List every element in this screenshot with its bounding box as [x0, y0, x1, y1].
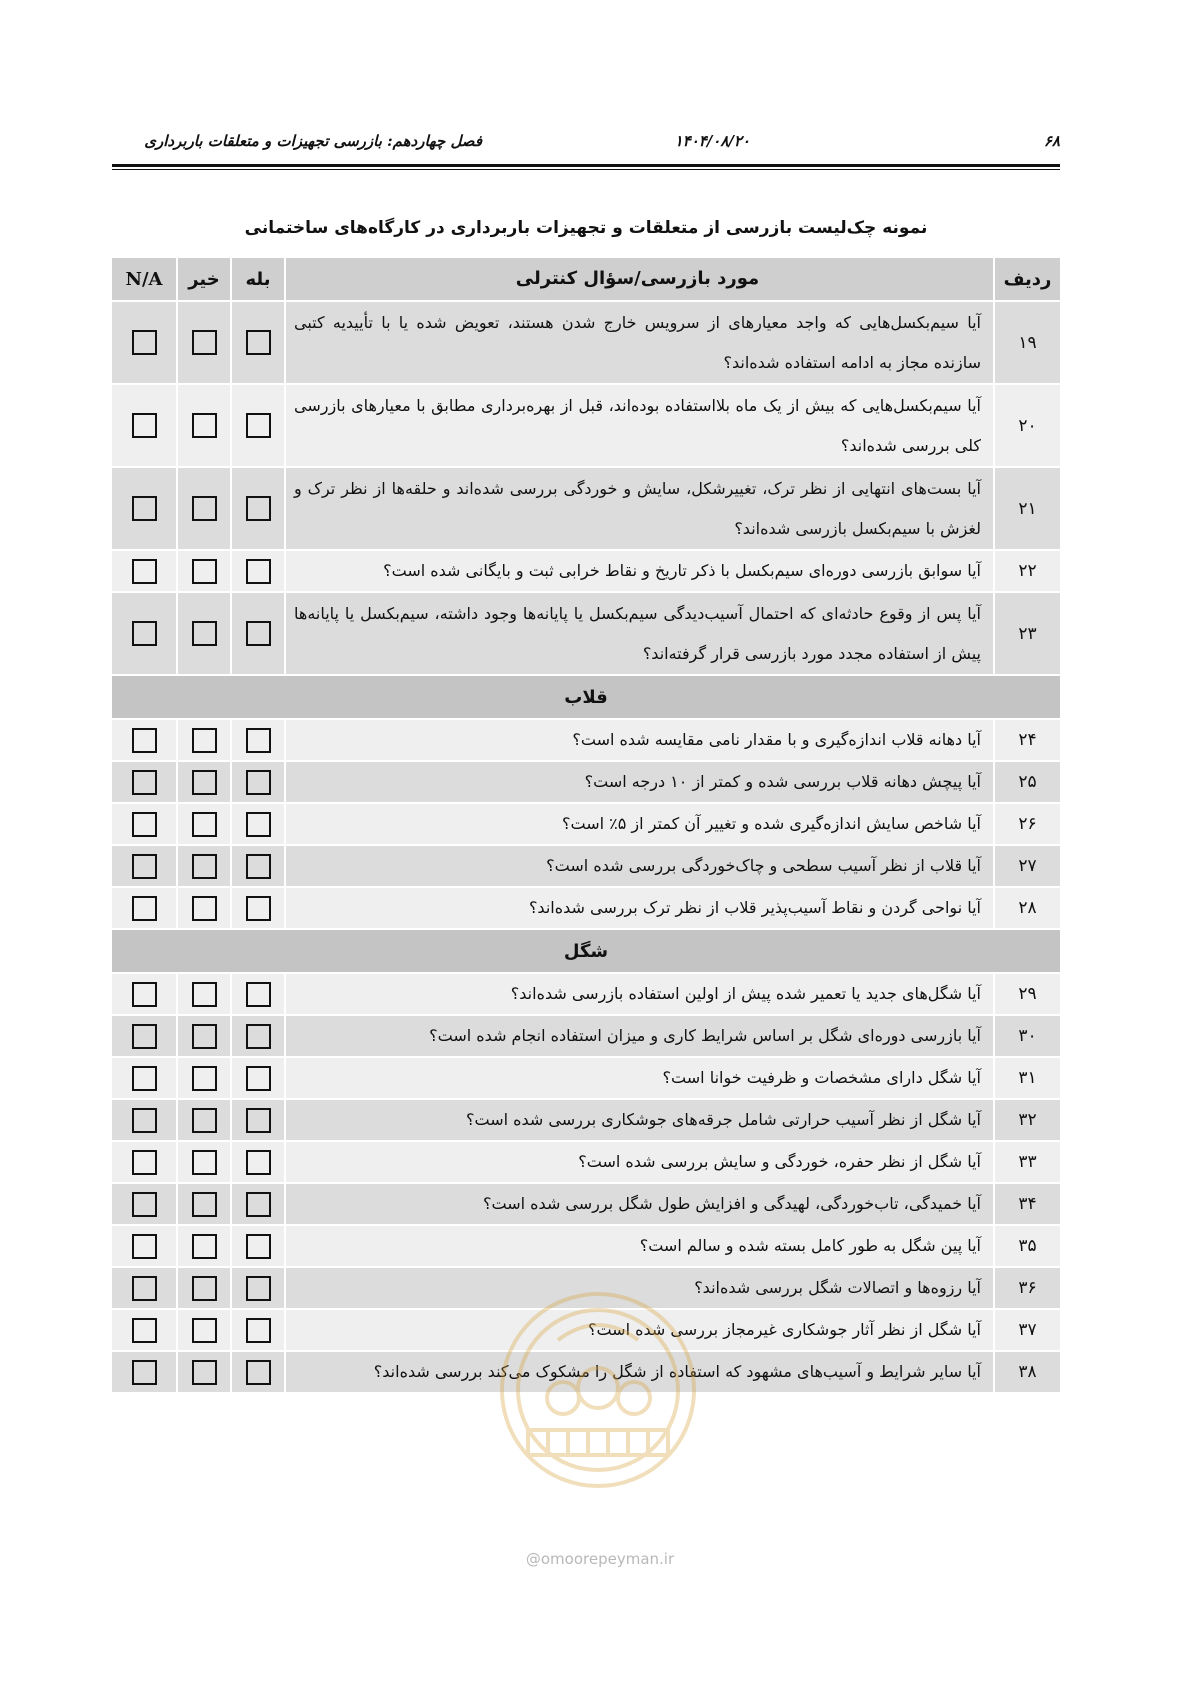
question-text: آیا بست‌های انتهایی از نظر ترک، تغییرشکل، سایش و خوردگی بررسی شده‌اند و حلقه‌ها از نظر ترک و لغزش با سیم‌بکسل بازرسی شده‌اند؟: [284, 468, 993, 549]
na-cell: [112, 302, 176, 383]
no-cell: [176, 468, 230, 549]
yes-checkbox[interactable]: [246, 854, 271, 879]
yes-checkbox[interactable]: [246, 496, 271, 521]
page-number: ۶۸: [1043, 132, 1060, 150]
yes-cell: [230, 720, 284, 760]
section-hook: قلاب: [112, 676, 1060, 720]
no-checkbox[interactable]: [192, 1276, 217, 1301]
yes-checkbox[interactable]: [246, 982, 271, 1007]
no-cell: [176, 1058, 230, 1098]
watermark-url: @omoorepeyman.ir: [525, 1550, 675, 1568]
no-checkbox[interactable]: [192, 896, 217, 921]
yes-cell: [230, 1226, 284, 1266]
yes-checkbox[interactable]: [246, 1360, 271, 1385]
no-cell: [176, 302, 230, 383]
yes-cell: [230, 302, 284, 383]
no-cell: [176, 888, 230, 928]
table-row: [112, 846, 1060, 888]
row-number: ۱۹: [993, 302, 1060, 383]
yes-cell: [230, 974, 284, 1014]
row-number: ۳۱: [993, 1058, 1060, 1098]
yes-checkbox[interactable]: [246, 1234, 271, 1259]
table-row: [112, 1100, 1060, 1142]
no-checkbox[interactable]: [192, 621, 217, 646]
table-row: [112, 762, 1060, 804]
no-cell: [176, 1352, 230, 1392]
no-checkbox[interactable]: [192, 1024, 217, 1049]
table-row: [112, 302, 1060, 385]
header-date: ۱۴۰۴/۰۸/۲۰: [674, 132, 750, 150]
row-number: ۳۸: [993, 1352, 1060, 1392]
yes-checkbox[interactable]: [246, 1276, 271, 1301]
header-row-number: ردیف: [993, 258, 1060, 300]
na-cell: [112, 1268, 176, 1308]
question-text: آیا شگل دارای مشخصات و ظرفیت خوانا است؟: [284, 1058, 993, 1098]
no-checkbox[interactable]: [192, 559, 217, 584]
row-number: ۲۹: [993, 974, 1060, 1014]
question-text: آیا شگل از نظر آسیب حرارتی شامل جرقه‌های جوشکاری بررسی شده است؟: [284, 1100, 993, 1140]
no-checkbox[interactable]: [192, 770, 217, 795]
na-checkbox[interactable]: [132, 413, 157, 438]
table-row: [112, 974, 1060, 1016]
yes-cell: [230, 1310, 284, 1350]
na-cell: [112, 974, 176, 1014]
na-cell: [112, 846, 176, 886]
header-rule-thin: [112, 169, 1060, 170]
na-cell: [112, 468, 176, 549]
no-cell: [176, 1268, 230, 1308]
table-row: [112, 1016, 1060, 1058]
no-checkbox[interactable]: [192, 1192, 217, 1217]
yes-cell: [230, 593, 284, 674]
table-title: نمونه چک‌لیست بازرسی از متعلقات و تجهیزات باربرداری در کارگاه‌های ساختمانی: [244, 218, 928, 238]
row-number: ۳۳: [993, 1142, 1060, 1182]
checklist-table: [112, 258, 1060, 1394]
na-cell: [112, 762, 176, 802]
question-text: آیا سیم‌بکسل‌هایی که واجد معیارهای از سرویس خارج شدن هستند، تعویض شده یا با تأییدیه کتبی سازنده مجاز به ادامه استفاده شده‌اند؟: [284, 302, 993, 383]
no-cell: [176, 762, 230, 802]
no-checkbox[interactable]: [192, 1108, 217, 1133]
no-checkbox[interactable]: [192, 812, 217, 837]
yes-cell: [230, 1142, 284, 1182]
na-checkbox[interactable]: [132, 1192, 157, 1217]
yes-checkbox[interactable]: [246, 1318, 271, 1343]
na-cell: [112, 593, 176, 674]
no-cell: [176, 1142, 230, 1182]
no-checkbox[interactable]: [192, 413, 217, 438]
table-row: [112, 1058, 1060, 1100]
no-cell: [176, 720, 230, 760]
table-row: [112, 1226, 1060, 1268]
no-checkbox[interactable]: [192, 1066, 217, 1091]
yes-cell: [230, 1100, 284, 1140]
header-na: N/A: [125, 268, 163, 290]
question-text: آیا سایر شرایط و آسیب‌های مشهود که استفاده از شگل را مشکوک می‌کند بررسی شده‌اند؟: [284, 1352, 993, 1392]
na-checkbox[interactable]: [132, 1276, 157, 1301]
no-checkbox[interactable]: [192, 1150, 217, 1175]
chapter-title: فصل چهاردهم: بازرسی تجهیزات و متعلقات باربرداری: [144, 132, 482, 150]
row-number: ۲۱: [993, 468, 1060, 549]
header-no: خیر: [176, 258, 230, 300]
na-cell: [112, 720, 176, 760]
row-number: ۲۲: [993, 551, 1060, 591]
row-number: ۲۴: [993, 720, 1060, 760]
na-cell: [112, 551, 176, 591]
page-header: [112, 128, 1060, 168]
na-checkbox[interactable]: [132, 728, 157, 753]
row-number: ۲۷: [993, 846, 1060, 886]
question-text: آیا سیم‌بکسل‌هایی که بیش از یک ماه بلااستفاده بوده‌اند، قبل از بهره‌برداری مطابق با معیارهای بازرسی کلی بررسی شده‌اند؟: [284, 385, 993, 466]
yes-checkbox[interactable]: [246, 896, 271, 921]
yes-checkbox[interactable]: [246, 413, 271, 438]
question-text: آیا شگل از نظر آثار جوشکاری غیرمجاز بررسی شده است؟: [284, 1310, 993, 1350]
yes-cell: [230, 551, 284, 591]
na-cell: [112, 1058, 176, 1098]
yes-cell: [230, 1184, 284, 1224]
na-cell: [112, 1352, 176, 1392]
question-text: آیا نواحی گردن و نقاط آسیب‌پذیر قلاب از نظر ترک بررسی شده‌اند؟: [284, 888, 993, 928]
yes-cell: [230, 1058, 284, 1098]
hook-group: [112, 720, 1060, 930]
na-checkbox[interactable]: [132, 496, 157, 521]
table-row: [112, 804, 1060, 846]
yes-checkbox[interactable]: [246, 728, 271, 753]
yes-cell: [230, 1016, 284, 1056]
question-text: آیا سوابق بازرسی دوره‌ای سیم‌بکسل با ذکر تاریخ و نقاط خرابی ثبت و بایگانی شده است؟: [284, 551, 993, 591]
na-cell: [112, 1016, 176, 1056]
no-checkbox[interactable]: [192, 1234, 217, 1259]
no-cell: [176, 1310, 230, 1350]
yes-checkbox[interactable]: [246, 1066, 271, 1091]
header-question: مورد بازرسی/سؤال کنترلی: [284, 258, 993, 300]
yes-checkbox[interactable]: [246, 559, 271, 584]
question-text: آیا بازرسی دوره‌ای شگل بر اساس شرایط کاری و میزان استفاده انجام شده است؟: [284, 1016, 993, 1056]
no-cell: [176, 593, 230, 674]
row-number: ۳۲: [993, 1100, 1060, 1140]
yes-checkbox[interactable]: [246, 770, 271, 795]
no-checkbox[interactable]: [192, 330, 217, 355]
row-number: ۳۴: [993, 1184, 1060, 1224]
no-checkbox[interactable]: [192, 1318, 217, 1343]
no-cell: [176, 974, 230, 1014]
no-cell: [176, 385, 230, 466]
gear-scale-logo-icon: [488, 1280, 708, 1500]
header-rule-thick: [112, 164, 1060, 167]
na-checkbox[interactable]: [132, 1066, 157, 1091]
table-row: [112, 468, 1060, 551]
yes-cell: [230, 385, 284, 466]
na-checkbox[interactable]: [132, 1150, 157, 1175]
na-cell: [112, 1226, 176, 1266]
na-checkbox[interactable]: [132, 896, 157, 921]
question-text: آیا دهانه قلاب اندازه‌گیری و با مقدار نامی مقایسه شده است؟: [284, 720, 993, 760]
yes-cell: [230, 888, 284, 928]
table-row: [112, 1142, 1060, 1184]
yes-checkbox[interactable]: [246, 1192, 271, 1217]
na-cell: [112, 1100, 176, 1140]
table-header-row: [112, 258, 1060, 302]
no-checkbox[interactable]: [192, 1360, 217, 1385]
question-text: آیا خمیدگی، تاب‌خوردگی، لهیدگی و افزایش طول شگل بررسی شده است؟: [284, 1184, 993, 1224]
header-yes: بله: [230, 258, 284, 300]
yes-cell: [230, 1352, 284, 1392]
row-number: ۲۳: [993, 593, 1060, 674]
na-checkbox[interactable]: [132, 330, 157, 355]
section-shackle: شگل: [112, 930, 1060, 974]
no-cell: [176, 1226, 230, 1266]
yes-checkbox[interactable]: [246, 330, 271, 355]
na-checkbox[interactable]: [132, 854, 157, 879]
na-checkbox[interactable]: [132, 1024, 157, 1049]
yes-checkbox[interactable]: [246, 812, 271, 837]
no-checkbox[interactable]: [192, 982, 217, 1007]
na-checkbox[interactable]: [132, 1108, 157, 1133]
question-text: آیا شگل از نظر حفره، خوردگی و سایش بررسی شده است؟: [284, 1142, 993, 1182]
na-checkbox[interactable]: [132, 1318, 157, 1343]
table-row: [112, 720, 1060, 762]
na-cell: [112, 385, 176, 466]
no-cell: [176, 1184, 230, 1224]
na-checkbox[interactable]: [132, 1234, 157, 1259]
yes-checkbox[interactable]: [246, 621, 271, 646]
yes-checkbox[interactable]: [246, 1024, 271, 1049]
na-checkbox[interactable]: [132, 559, 157, 584]
table-row: [112, 888, 1060, 930]
row-number: ۳۰: [993, 1016, 1060, 1056]
no-checkbox[interactable]: [192, 496, 217, 521]
table-row: [112, 1184, 1060, 1226]
na-checkbox[interactable]: [132, 621, 157, 646]
row-number: ۲۵: [993, 762, 1060, 802]
question-text: آیا رزوه‌ها و اتصالات شگل بررسی شده‌اند؟: [284, 1268, 993, 1308]
na-cell: [112, 888, 176, 928]
yes-cell: [230, 804, 284, 844]
na-checkbox[interactable]: [132, 982, 157, 1007]
question-text: آیا پس از وقوع حادثه‌ای که احتمال آسیب‌دیدگی سیم‌بکسل یا پایانه‌ها وجود داشته، سیم‌بکسل یا پایانه‌ها پیش از استفاده مجدد مورد بازرسی قرار گرفته‌اند؟: [284, 593, 993, 674]
row-number: ۲۸: [993, 888, 1060, 928]
na-checkbox[interactable]: [132, 812, 157, 837]
na-checkbox[interactable]: [132, 770, 157, 795]
row-number: ۲۰: [993, 385, 1060, 466]
no-cell: [176, 804, 230, 844]
yes-checkbox[interactable]: [246, 1108, 271, 1133]
yes-cell: [230, 1268, 284, 1308]
yes-cell: [230, 762, 284, 802]
question-text: آیا پیچش دهانه قلاب بررسی شده و کمتر از ۱۰ درجه است؟: [284, 762, 993, 802]
no-cell: [176, 1100, 230, 1140]
na-cell: [112, 1184, 176, 1224]
question-text: آیا شگل‌های جدید یا تعمیر شده پیش از اولین استفاده بازرسی شده‌اند؟: [284, 974, 993, 1014]
wire-rope-group: [112, 302, 1060, 676]
na-cell: [112, 1310, 176, 1350]
na-cell: [112, 1142, 176, 1182]
question-text: آیا قلاب از نظر آسیب سطحی و چاک‌خوردگی بررسی شده است؟: [284, 846, 993, 886]
question-text: آیا شاخص سایش اندازه‌گیری شده و تغییر آن کمتر از ۵٪ است؟: [284, 804, 993, 844]
table-row: [112, 593, 1060, 676]
row-number: ۳۶: [993, 1268, 1060, 1308]
na-cell: [112, 804, 176, 844]
row-number: ۳۷: [993, 1310, 1060, 1350]
table-row: [112, 385, 1060, 468]
no-checkbox[interactable]: [192, 854, 217, 879]
yes-cell: [230, 468, 284, 549]
yes-checkbox[interactable]: [246, 1150, 271, 1175]
yes-cell: [230, 846, 284, 886]
row-number: ۳۵: [993, 1226, 1060, 1266]
no-cell: [176, 846, 230, 886]
no-cell: [176, 551, 230, 591]
no-cell: [176, 1016, 230, 1056]
na-checkbox[interactable]: [132, 1360, 157, 1385]
no-checkbox[interactable]: [192, 728, 217, 753]
row-number: ۲۶: [993, 804, 1060, 844]
question-text: آیا پین شگل به طور کامل بسته شده و سالم است؟: [284, 1226, 993, 1266]
table-row: [112, 551, 1060, 593]
